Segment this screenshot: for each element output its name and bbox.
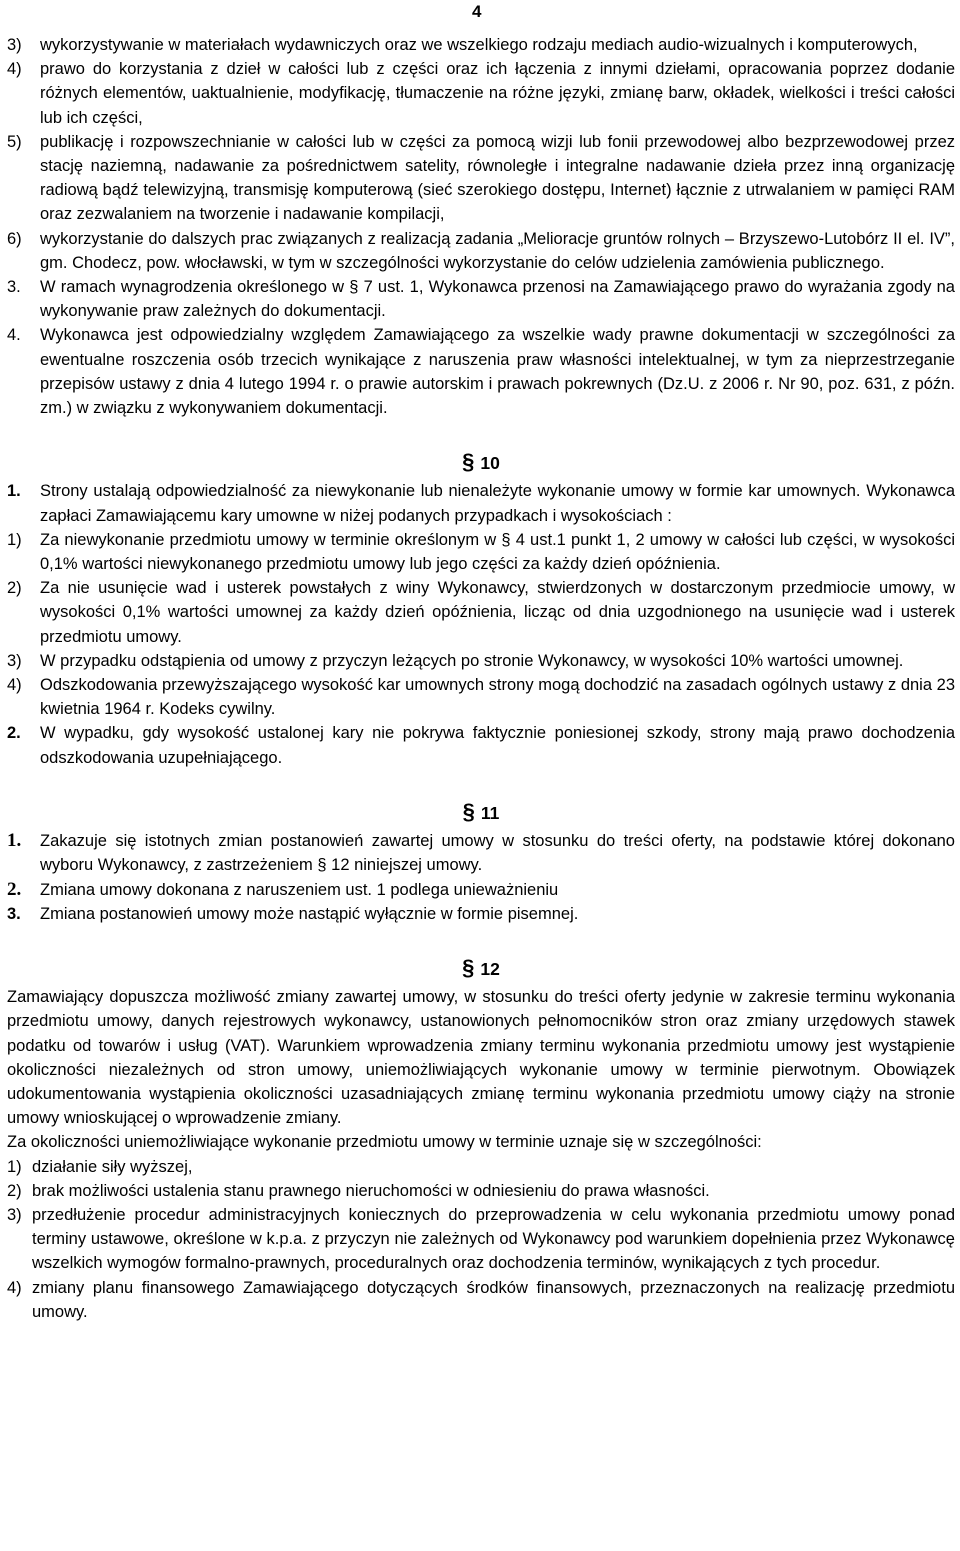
list-item: 2. W wypadku, gdy wysokość ustalonej kary nie pokrywa faktycznie poniesionej szkody, strony mają prawo dochodzenia odszkodowania uzupełniającego. — [7, 724, 955, 767]
list-item: 1. Strony ustalają odpowiedzialność za niewykonanie lub nienależyte wykonanie umowy w formie kar umownych. Wykonawca zapłaci Zamawiającemu kary umowne w niżej podanych przypadkach i wysokościach : — [7, 482, 955, 525]
list-item: 1) działanie siły wyższej, — [7, 1157, 193, 1176]
document-body — [7, 33, 955, 1324]
list-item: 4. Wykonawca jest odpowiedzialny względem Zamawiającego za wszelkie wady prawne dokumentacji w szczególności za ewentualne roszczenia osób trzecich wynikające z naruszenia praw własności intelektualnej, w tym za nieprzestrzeganie przepisów ustawy z dnia 4 lutego 1994 r. o prawie autorskim i prawach pokrewnych (Dz.U. z 2006 r. Nr 90, poz. 631, z późn. zm.) w związku z wykonywaniem dokumentacji. — [7, 326, 955, 418]
section-heading-12: § 12 — [462, 954, 500, 980]
paragraph: Za okoliczności uniemożliwiające wykonanie przedmiotu umowy w terminie uznaje się w szczególności: — [7, 1133, 762, 1152]
list-item: 3) przedłużenie procedur administracyjnych koniecznych do przeprowadzenia w celu wykonania przedmiotu umowy ponad terminy ustawowe, określone w k.p.a. z przyczyn nie zależnych od Wykonawcy pod warunkiem dopełnienia przez Wykonawcę wszelkich wymogów formalno-prawnych, proceduralnych oraz dochodzenia terminów, wynikających z tych procedur. — [7, 1205, 955, 1273]
list-item: 4) prawo do korzystania z dzieł w całości lub z części oraz ich łączenia z innymi dziełami, opracowania poprzez dodanie różnych elementów, uaktualnienie, modyfikację, tłumaczenie na różne języki, zmianę barw, okładek, wielkości i treści całości lub ich części, — [7, 60, 955, 127]
list-item: 2) brak możliwości ustalenia stanu prawnego nieruchomości w odniesieniu do prawa własności. — [7, 1181, 710, 1200]
list-item: 3) wykorzystywanie w materiałach wydawniczych oraz we wszelkiego rodzaju mediach audio-wizualnych i komputerowych, — [7, 36, 918, 54]
section-heading-10: § 10 — [462, 449, 500, 475]
list-item: 2) Za nie usunięcie wad i usterek powstałych z winy Wykonawcy, stwierdzonych w dostarczonym przedmiocie umowy, w wysokości 0,1% wartości umownej za każdy dzień opóźnienia, licząc od dnia uzgodnionego na usunięcie wad i usterek przedmiotu umowy. — [7, 579, 955, 646]
page-number: 4 — [472, 2, 482, 21]
paragraph: Zamawiający dopuszcza możliwość zmiany zawartej umowy, w stosunku do treści oferty jedynie w zakresie terminu wykonania przedmiotu umowy, danych rejestrowych wykonawcy, ustanowionych pełnomocników stron oraz zmiany urzędowych stawek podatku od towarów i usług (VAT). Warunkiem wprowadzenia zmiany terminu wykonania przedmiotu umowy jest wystąpienie okoliczności niezależnych od stron umowy, uniemożliwiających wykonanie umowy w terminie pierwotnym. Obowiązek udokumentowania wystąpienia okoliczności uzasadniających zmianę terminu wykonania przedmiotu umowy ciąży na stronie umowy wnioskującej o wprowadzenie zmiany. — [7, 988, 955, 1128]
list-item: 6) wykorzystanie do dalszych prac związanych z realizacją zadania „Melioracje gruntów rolnych – Brzyszewo-Lutobórz II el. IV”, gm. Chodecz, pow. włocławski, w tym w szczególności wykorzystanie do celów udzielenia zamówienia publicznego. — [7, 229, 955, 272]
list-item: 3. W ramach wynagrodzenia określonego w § 7 ust. 1, Wykonawca przenosi na Zamawiającego prawo do wyrażania zgody na wykonywanie praw zależnych do dokumentacji. — [7, 278, 955, 321]
list-item: 4) Odszkodowania przewyższającego wysokość kar umownych strony mogą dochodzić na zasadach ogólnych ustawy z dnia 23 kwietnia 1964 r. Kodeks cywilny. — [7, 676, 955, 719]
list-item: 3) W przypadku odstąpienia od umowy z przyczyn leżących po stronie Wykonawcy, w wysokości 10% wartości umownej. — [7, 651, 904, 670]
list-item: 2. Zmiana umowy dokonana z naruszeniem ust. 1 podlega unieważnieniu — [7, 878, 559, 900]
list-item: 1) Za niewykonanie przedmiotu umowy w terminie określonym w § 4 ust.1 punkt 1, 2 umowy w całości lub części, w wysokości 0,1% wartości niewykonanego przedmiotu umowy lub jego części za każdy dzień opóźnienia. — [7, 530, 955, 574]
list-item: 1. Zakazuje się istotnych zmian postanowień zawartej umowy w stosunku do treści oferty, na podstawie której dokonano wyboru Wykonawcy, z zastrzeżeniem § 12 niniejszej umowy. — [7, 830, 955, 875]
list-item: 5) publikację i rozpowszechnianie w całości lub w części za pomocą wizji lub fonii przewodowej albo bezprzewodowej przez stację naziemną, nadawanie za pośrednictwem satelity, równoległe i integralne nadawanie dzieła przez inną organizację radiową bądź telewizyjną, transmisję komputerową (sieć szerokiego dostępu, Internet) łącznie z utrwalaniem w pamięci RAM oraz zezwalaniem na tworzenie i nadawanie kompilacji, — [7, 132, 955, 224]
list-item: 4) zmiany planu finansowego Zamawiającego dotyczących środków finansowych, przeznaczonych na realizację przedmiotu umowy. — [7, 1278, 955, 1321]
section-heading-11: § 11 — [462, 798, 500, 824]
list-item: 3. Zmiana postanowień umowy może nastąpić wyłącznie w formie pisemnej. — [7, 904, 579, 923]
